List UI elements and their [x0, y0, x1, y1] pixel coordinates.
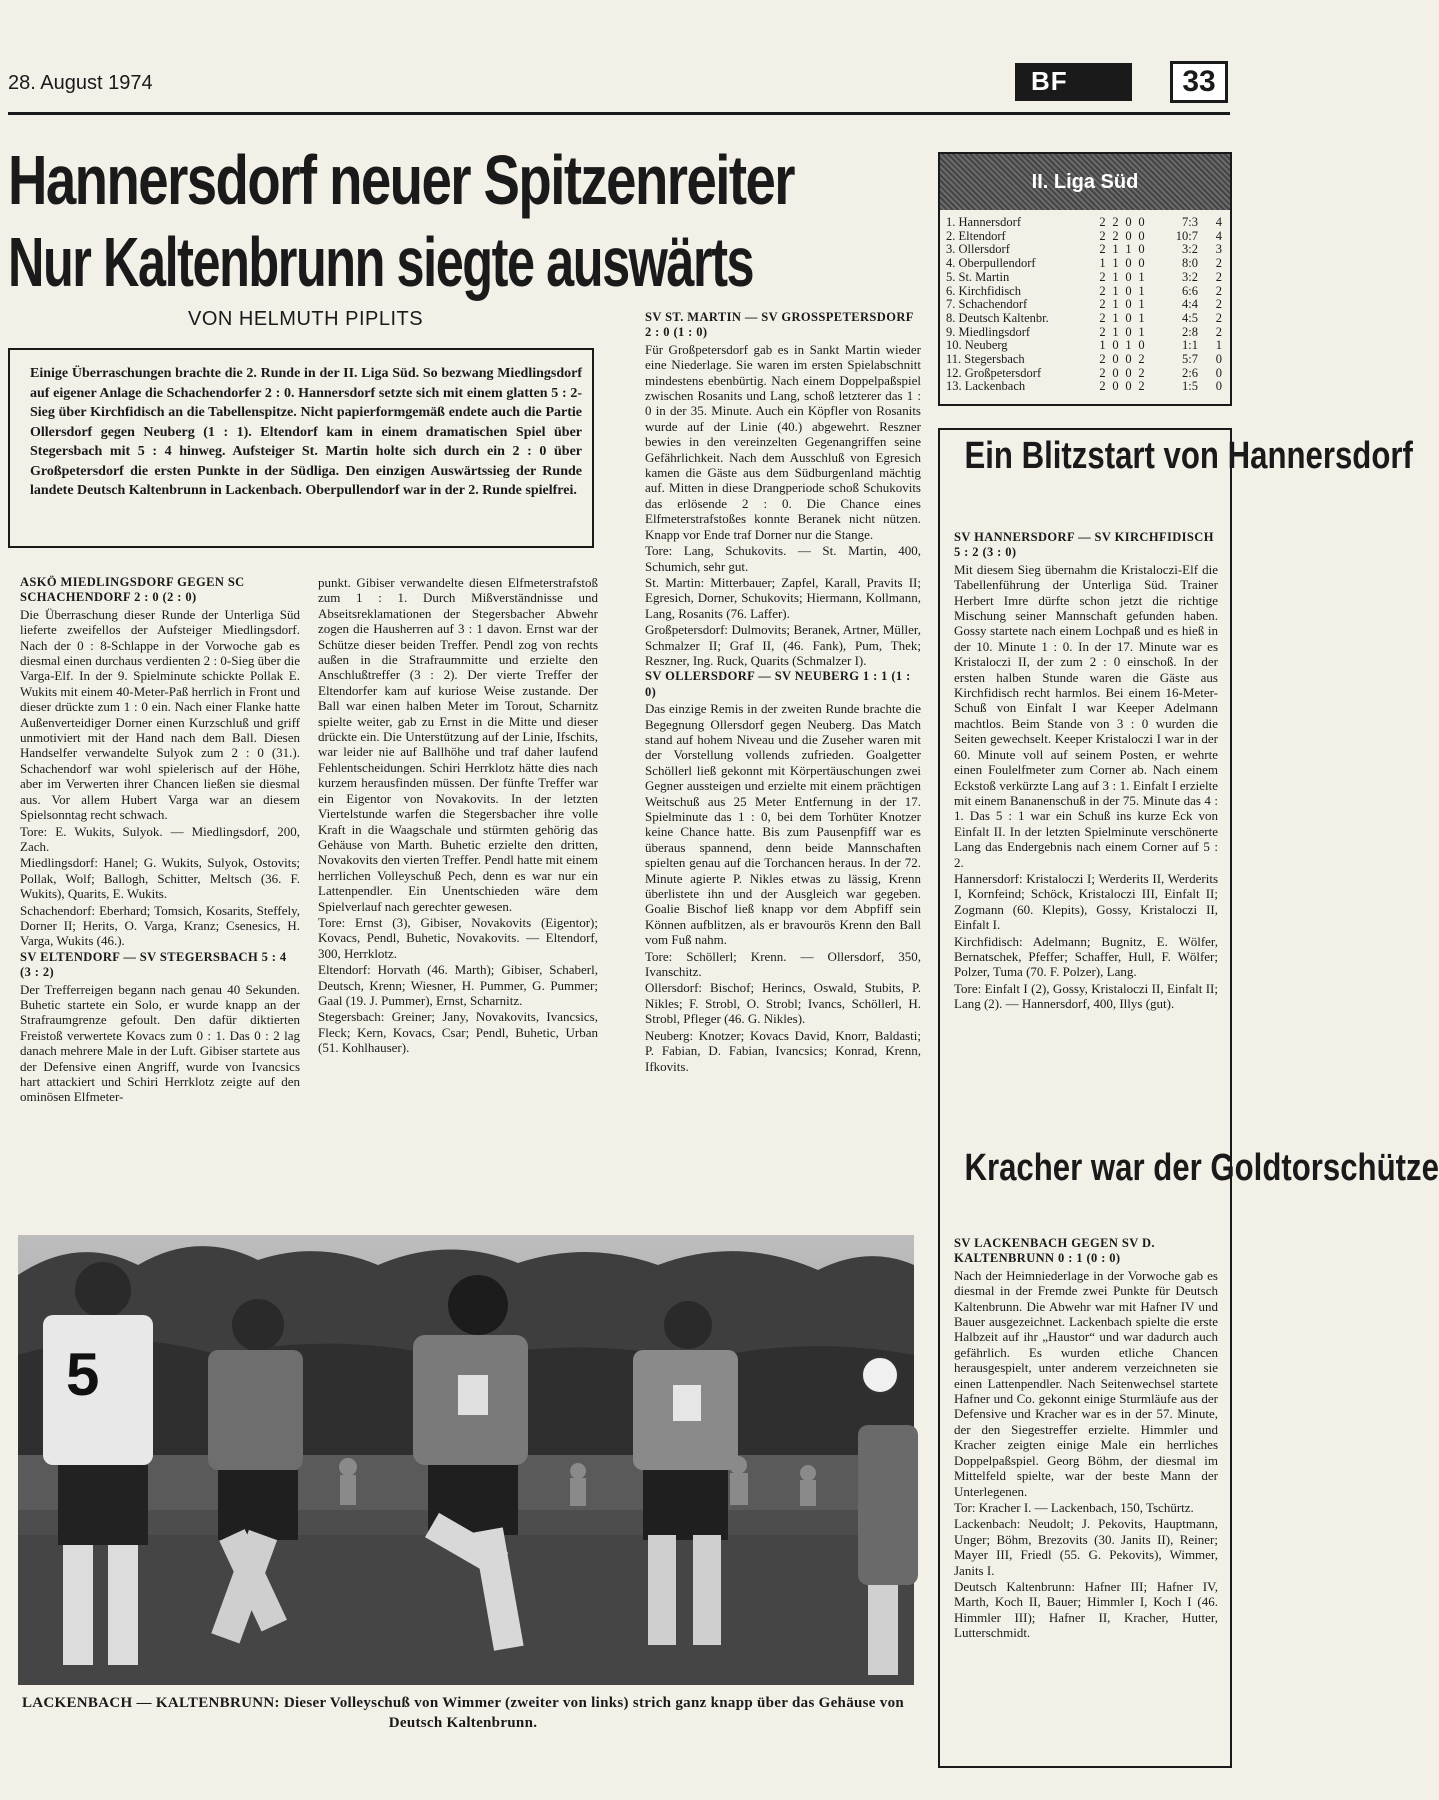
points: 4	[1215, 228, 1222, 243]
wins: 1	[1112, 242, 1119, 257]
match-heading: SV LACKENBACH GEGEN SV D. KALTENBRUNN 0 : 1 (0 : 0)	[954, 1236, 1155, 1266]
paragraph: Das einzige Remis in der zweiten Runde brachte die Begegnung Ollersdorf gegen Neuberg. Das Match stand auf hohem Niveau und die Zuseher waren mit der Vorstellung vollends zufrieden. Goalgetter Schöllerl ließ gekonnt mit Körpertäuschungen zwei Gegner aussteigen und erzielte mit einem prächtigen Weitschuß aus 25 Meter Entfernung in der 17. Spielminute das 1 : 0, bei dem Torhüter Knotzer keine Chance hatte. Bis zum Pausenpfiff war es überaus spannend, denn beide Mannschaften spielten genau auf die Torchancen heraus. In der 72. Minute agierte P. Nikles etwas zu lässig, Krenn überlistete ihn und der Ausgleich war gegeben. Goalie Bischof ließ knapp vor dem Abpfiff sein Können aufblitzen, als er bravourös Krenn den Ball vom Fuß nahm.	[645, 701, 921, 948]
goal-ratio: 6:6	[1182, 283, 1198, 298]
table-row	[946, 271, 1226, 285]
table-row	[946, 285, 1226, 299]
paragraph: Ollersdorf: Bischof; Herincs, Oswald, Stubits, P. Nikles; F. Strobl, O. Strobl; Ivancs, Schöllerl, H. Strobl, Pfleger (46. G. Nikles).	[645, 980, 921, 1027]
paragraph: Tore: Schöllerl; Krenn. — Ollersdorf, 350, Ivanschitz.	[645, 948, 921, 980]
games-played: 1	[1099, 256, 1106, 271]
games-played: 2	[1099, 297, 1106, 312]
table-row	[946, 367, 1226, 381]
losses: 2	[1138, 352, 1145, 367]
draws: 0	[1125, 352, 1132, 367]
headline-line-2: Nur Kaltenbrunn siegte auswärts	[8, 223, 754, 301]
goal-ratio: 4:4	[1182, 297, 1198, 312]
paragraph: Nach der Heimniederlage in der Vorwoche gab es diesmal in der Fremde zwei Punkte für Deutsch Kaltenbrunn. Die Abwehr war mit Hafner IV und Bauer ausgezeichnet. Lackenbach spielte die erste Halbzeit auf ihr „Haustor“ und war dadurch auch gefährlich. Es wurden etliche Chancen herausgespielt, unter anderem verzeichneten sie einen Lattenpendler. Nach Seitenwechsel startete Hafner und Co. gekonnt einige Sturmläufe aus der Defensive und Kracher war es in der 57. Minute, der den Siegestreffer erzielte. Himmler und Kracher zeigten einige Male ein herrliches Doppelpaßspiel. Georg Böhm, der diesmal im Mittelfeld spielte, war der beste Mann der Unterlegenen.	[954, 1267, 1218, 1499]
paragraph: St. Martin: Mitterbauer; Zapfel, Karall, Pravits II; Egresich, Dorner, Schukovits; Hiermann, Kollmann, Lang, Rosanits (76. Laffer).	[645, 574, 921, 621]
team-name: 2. Eltendorf	[946, 228, 1006, 243]
team-name: 1. Hannersdorf	[946, 215, 1021, 229]
points: 2	[1215, 324, 1222, 339]
byline: VON HELMUTH PIPLITS	[188, 308, 424, 330]
points: 3	[1215, 242, 1222, 257]
team-name: 8. Deutsch Kaltenbr.	[946, 310, 1049, 325]
league-table	[946, 216, 1226, 394]
paragraph: Tore: E. Wukits, Sulyok. — Miedlingsdorf, 200, Zach.	[20, 823, 300, 854]
sidebar-headline-1: Ein Blitzstart von Hannersdorf	[964, 435, 1413, 477]
page-number: 33	[1170, 61, 1228, 103]
points: 2	[1215, 256, 1222, 271]
games-played: 2	[1099, 228, 1106, 243]
wins: 2	[1112, 228, 1119, 243]
losses: 0	[1138, 242, 1145, 257]
paragraph: Lackenbach: Neudolt; J. Pekovits, Hauptmann, Unger; Böhm, Brezovits (30. Janits II), Reiner; Mayer III, Friedl (55. G. Pekovits), Wimmer, Janits I.	[954, 1516, 1218, 1578]
match-heading: SV OLLERSDORF — SV NEUBERG 1 : 1 (1 : 0)	[645, 669, 911, 699]
paragraph: Für Großpetersdorf gab es in Sankt Martin wieder eine Niederlage. Sie waren im ersten Spielabschnitt mindestens ebenbürtig. Nach einem Doppelpaßspiel zwischen Rosanits und Lang, schoß letzterer das 1 : 0 in der 35. Minute. Auch ein Köpfler von Rosanits wurde auf der Linie (40.) abgewehrt. Reszner bewies in den vereinzelten Gegenangriffen seine Gefährlichkeit. Nach dem Ausschluß von Egresich kamen die Gäste aus dem Südburgenland mächtig auf. Mitten in diese Drangperiode schoß Schukovits das erlösende 2 : 0. Die Chance eines Elfmeterstrafstoßes konnte Beranek nicht nützen. Knapp vor Ende traf Dorner nur die Stange.	[645, 341, 921, 542]
losses: 1	[1138, 283, 1145, 298]
points: 2	[1215, 310, 1222, 325]
team-name: 6. Kirchfidisch	[946, 283, 1021, 298]
wins: 1	[1112, 283, 1119, 298]
draws: 0	[1125, 324, 1132, 339]
paragraph: Tore: Einfalt I (2), Gossy, Kristaloczi II, Einfalt II; Lang (2). — Hannersdorf, 400, Illys (gut).	[954, 980, 1218, 1012]
games-played: 2	[1099, 352, 1106, 367]
goal-ratio: 2:6	[1182, 365, 1198, 380]
lead-paragraph: Einige Überraschungen brachte die 2. Runde in der II. Liga Süd. So bezwang Miedlingsdorf auf eigener Anlage die Schachendorfer 2 : 0. Hannersdorf setzte sich mit einem glatten 5 : 2-Sieg über Kirchfidisch an die Tabellenspitze. Nicht papierformgemäß endete auch die Partie Ollersdorf gegen Neuberg (1 : 1). Eltendorf kam in einem dramatischen Spiel über Stegersbach mit 5 : 4 hinweg. Aufsteiger St. Martin holte sich durch ein 2 : 0 über Großpetersdorf die ersten Punkte in der Südliga. Den einzigen Auswärtssieg der Runde landete Deutsch Kaltenbrunn in Lackenbach. Oberpullendorf war in der 2. Runde spielfrei.	[8, 348, 594, 548]
draws: 0	[1125, 365, 1132, 380]
team-name: 3. Ollersdorf	[946, 242, 1010, 257]
draws: 1	[1125, 242, 1132, 257]
draws: 0	[1125, 310, 1132, 325]
losses: 1	[1138, 297, 1145, 312]
draws: 0	[1125, 215, 1132, 229]
draws: 0	[1125, 228, 1132, 243]
sidebar-headline-2: Kracher war der Goldtorschütze	[964, 1147, 1439, 1189]
match-heading: SV HANNERSDORF — SV KIRCHFIDISCH 5 : 2 (3 : 0)	[954, 530, 1214, 560]
points: 0	[1215, 379, 1222, 394]
header-rule	[8, 112, 1230, 115]
goal-ratio: 1:5	[1182, 379, 1198, 394]
games-played: 2	[1099, 324, 1106, 339]
match-heading: SV ST. MARTIN — SV GROSSPETERSDORF 2 : 0 (1 : 0)	[645, 310, 914, 340]
paragraph: Tore: Lang, Schukovits. — St. Martin, 400, Schumich, sehr gut.	[645, 543, 921, 574]
games-played: 2	[1099, 365, 1106, 380]
team-name: 7. Schachendorf	[946, 297, 1028, 312]
losses: 2	[1138, 365, 1145, 380]
issue-date: 28. August 1974	[8, 72, 153, 94]
jersey-number: 5	[66, 1341, 100, 1408]
wins: 0	[1112, 379, 1119, 394]
points: 2	[1215, 269, 1222, 284]
draws: 0	[1125, 283, 1132, 298]
goal-ratio: 3:2	[1182, 269, 1198, 284]
team-name: 4. Oberpullendorf	[946, 256, 1036, 271]
paragraph: Tor: Kracher I. — Lackenbach, 150, Tschürtz.	[954, 1499, 1194, 1515]
losses: 1	[1138, 324, 1145, 339]
losses: 1	[1138, 310, 1145, 325]
losses: 0	[1138, 215, 1145, 229]
games-played: 2	[1099, 215, 1106, 229]
match-photo	[18, 1235, 914, 1685]
points: 4	[1215, 215, 1222, 229]
paragraph: Kirchfidisch: Adelmann; Bugnitz, E. Wölfer, Bernatschek, Pfeffer; Schaffer, Hull, F. Wölfer; Polzer, Tuma (70. F. Polzer), Lang.	[954, 933, 1218, 980]
draws: 1	[1125, 338, 1132, 353]
paragraph: Eltendorf: Horvath (46. Marth); Gibiser, Schaberl, Deutsch, Krenn; Wiesner, H. Pummer, G. Pummer; Gaal (19. J. Pummer), Ernst, Scharnitz.	[318, 962, 598, 1008]
match-heading: SV ELTENDORF — SV STEGERSBACH 5 : 4 (3 : 2)	[20, 949, 287, 980]
table-row	[946, 326, 1226, 340]
team-name: 10. Neuberg	[946, 338, 1008, 353]
table-row	[946, 257, 1226, 271]
paragraph: Miedlingsdorf: Hanel; G. Wukits, Sulyok, Ostovits; Pollak, Wolf; Ballogh, Schitter, Meltsch (36. F. Wukits), Quarits, E. Wukits.	[20, 855, 300, 902]
goal-ratio: 2:8	[1182, 324, 1198, 339]
goal-ratio: 7:3	[1182, 215, 1198, 229]
paragraph: Neuberg: Knotzer; Kovacs David, Knorr, Baldasti; P. Fabian, D. Fabian, Ivancsics; Konrad, Krenn, Ifkovits.	[645, 1027, 921, 1074]
draws: 0	[1125, 269, 1132, 284]
wins: 2	[1112, 215, 1119, 229]
table-row	[946, 339, 1226, 353]
table-row	[946, 380, 1226, 394]
points: 2	[1215, 297, 1222, 312]
league-table-box	[938, 152, 1232, 406]
table-row	[946, 230, 1226, 244]
goal-ratio: 4:5	[1182, 310, 1198, 325]
sidebar-article-1	[954, 530, 1218, 1135]
games-played: 2	[1099, 310, 1106, 325]
goal-ratio: 3:2	[1182, 242, 1198, 257]
paragraph: punkt. Gibiser verwandelte diesen Elfmeterstrafstoß zum 1 : 1. Durch Mißverständnisse und Abseitsreklamationen der Stegersbacher Abwehr zogen die Hausherren auf 3 : 1 davon. Ernst war der Schütze dieser beiden Treffer. Pendl zog von rechts außen in die Strafraummitte und erzielte den Anschlußtreffer (3 : 2). Der vierte Treffer der Eltendorfer kam auf kuriose Weise zustande. Der Ball war einen halben Meter im Torout, Scharnitz spielte weiter, gab zu Ernst in die Mitte und dieser drückte ein. Die Unterstützung auf der Linie, Ifschits, war leider nie auf Ballhöhe und traf daher laufend Fehlentscheidungen. Schiri Herrklotz hätte dies nach kurzem herausfinden müssen. Der fünfte Treffer war ein Eigentor von Novakovits. In der letzten Viertelstunde warfen die Stegersbacher ihre volle Kraft in die Waagschale und stürmten gehörig das Gehäuse von Marth. Buhetic erzielte den dritten, Novakovits den vierten Treffer. Pendl hatte mit einem herrlichen Volleyschuß Pech, denn es war nur ein Lattenpendler. Ein Unentschieden wäre dem Spielverlauf nach gerechter gewesen.	[318, 575, 598, 914]
team-name: 11. Stegersbach	[946, 352, 1025, 367]
wins: 0	[1112, 338, 1119, 353]
losses: 2	[1138, 379, 1145, 394]
games-played: 2	[1099, 283, 1106, 298]
wins: 0	[1112, 352, 1119, 367]
wins: 1	[1112, 324, 1119, 339]
paragraph: Hannersdorf: Kristaloczi I; Werderits II, Werderits I, Kornfeind; Schöck, Kristaloczi III, Einfalt II; Zogmann (60. Klepits), Gossy, Kristaloczi II, Einfalt I.	[954, 870, 1218, 933]
table-row	[946, 216, 1226, 230]
draws: 0	[1125, 256, 1132, 271]
photo-caption: LACKENBACH — KALTENBRUNN: Dieser Volleyschuß von Wimmer (zweiter von links) strich ganz knapp über das Gehäuse von Deutsch Kaltenbrunn.	[21, 1695, 905, 1731]
sidebar-article-2	[954, 1236, 1218, 1766]
goal-ratio: 10:7	[1175, 228, 1198, 243]
wins: 1	[1112, 310, 1119, 325]
paragraph: Mit diesem Sieg übernahm die Kristaloczi-Elf die Tabellenführung der Unterliga Süd. Trainer Herbert Imre dürfte schon jetzt die richtige Mischung seiner Mannschaft gefunden haben. Gossy startete nach einem Lochpaß und es hieß in der 10. Minute 1 : 0. In der 17. Minute war es Kristaloczi II, der zum 2 : 0 einschoß. In der ersten halben Stunde waren die Gäste aus Kirchfidisch recht harmlos. Bei einem 16-Meter-Schuß von Einfalt I war Keeper Adelmann machtlos. Beim Stande von 3 : 0 wurden die Seiten gewechselt. Keeper Kristaloczi I war in der 60. Minute voll auf seinem Posten, er wehrte einen Foulelfmeter zum Corner ab. Nach einem Eckstoß verkürzte Lang auf 3 : 1. Einfalt I erzielte mit einem Bananenschuß in der 75. Minute das 4 : 1. Das 5 : 1 war ein Schuß ins kurze Eck von Einfalt II. In der letzten Spielminute verschönerte Lang das Endergebnis nach einem Corner auf 5 : 2.	[954, 561, 1218, 870]
table-row	[946, 243, 1226, 257]
team-name: 5. St. Martin	[946, 269, 1010, 284]
games-played: 2	[1099, 242, 1106, 257]
table-row	[946, 298, 1226, 312]
points: 0	[1215, 352, 1222, 367]
goal-ratio: 5:7	[1182, 352, 1198, 367]
goal-ratio: 1:1	[1182, 338, 1198, 353]
points: 1	[1215, 338, 1222, 353]
paragraph: Tore: Ernst (3), Gibiser, Novakovits (Eigentor); Kovacs, Pendl, Buhetic, Novakovits. — Eltendorf, 300, Herrklotz.	[318, 914, 598, 961]
games-played: 2	[1099, 379, 1106, 394]
article-column-3	[645, 310, 921, 1250]
paragraph: Die Überraschung dieser Runde der Unterliga Süd lieferte zweifellos der Aufsteiger Miedlingsdorf. Nach der 0 : 8-Schlappe in der Vorwoche gab es diesmal einen durchaus verdienten 2 : 0-Sieg über die Varga-Elf. In der 9. Spielminute schickte Pollak E. Wukits mit einem 40-Meter-Paß herrlich in Front und dieser drückte zum 1 : 0 ein. Nach einer Flanke hatte Außenverteidiger Dorner einen Kurzschluß und griff unmotiviert mit der Hand nach dem Ball. Diesen Handselfer verwandelte Sulyok zum 2 : 0 (31.). Schachendorf war wohl spielerisch auf der Höhe, aber im Verwerten ihrer Chancen ließen sie diesmal aus. Vor allem Hubert Varga war an diesem Spielsonntag recht schwach.	[20, 606, 300, 823]
losses: 0	[1138, 228, 1145, 243]
losses: 0	[1138, 338, 1145, 353]
wins: 1	[1112, 297, 1119, 312]
games-played: 1	[1099, 338, 1106, 353]
paragraph: Deutsch Kaltenbrunn: Hafner III; Hafner IV, Marth, Koch II, Bauer; Himmler I, Koch I (46. Himmler III); Hafner II, Kracher, Hutter, Lutterschmidt.	[954, 1578, 1218, 1641]
points: 2	[1215, 283, 1222, 298]
match-photo-image	[18, 1235, 914, 1685]
headline-line-1: Hannersdorf neuer Spitzenreiter	[8, 141, 794, 219]
draws: 0	[1125, 379, 1132, 394]
paragraph: Stegersbach: Greiner; Jany, Novakovits, Ivancsics, Fleck; Kern, Kovacs, Csar; Pendl, Buhetic, Urban (51. Kohlhauser).	[318, 1009, 598, 1056]
article-column-2	[318, 575, 598, 1215]
team-name: 13. Lackenbach	[946, 379, 1026, 394]
team-name: 12. Großpetersdorf	[946, 365, 1042, 380]
team-name: 9. Miedlingsdorf	[946, 324, 1031, 339]
losses: 0	[1138, 256, 1145, 271]
paragraph: Großpetersdorf: Dulmovits; Beranek, Artner, Müller, Schmalzer II; Graf II, (46. Fank), Pum, Thek; Reszner, Ing. Ruck, Quarits (Schmalzer I).	[645, 622, 921, 668]
losses: 1	[1138, 269, 1145, 284]
points: 0	[1215, 365, 1222, 380]
match-heading: ASKÖ MIEDLINGSDORF GEGEN SC SCHACHENDORF 2 : 0 (2 : 0)	[20, 575, 245, 605]
goal-ratio: 8:0	[1182, 256, 1198, 271]
draws: 0	[1125, 297, 1132, 312]
wins: 1	[1112, 256, 1119, 271]
games-played: 2	[1099, 269, 1106, 284]
table-row	[946, 312, 1226, 326]
league-table-title: II. Liga Süd	[940, 154, 1230, 210]
wins: 1	[1112, 269, 1119, 284]
article-column-1	[20, 575, 300, 1215]
paragraph: Der Trefferreigen begann nach genau 40 Sekunden. Buhetic startete ein Solo, er wurde knapp an der Strafraumgrenze gefoult. Den dafür diktierten Freistoß verwertete Kovacs zum 0 : 1. Das 0 : 2 lag danach mehrere Male in der Luft. Gibiser startete aus der Defensive einen Angriff, wurde von Ivancsics hart attackiert und Schiri Herrklotz zeigte auf den ominösen Elfmeter-	[20, 981, 300, 1105]
table-row	[946, 353, 1226, 367]
wins: 0	[1112, 365, 1119, 380]
paragraph: Schachendorf: Eberhard; Tomsich, Kosarits, Steffely, Dorner II; Herits, O. Varga, Kranz; Csenesics, H. Varga, Wukits (46.).	[20, 902, 300, 949]
section-label: BF	[1015, 63, 1132, 101]
